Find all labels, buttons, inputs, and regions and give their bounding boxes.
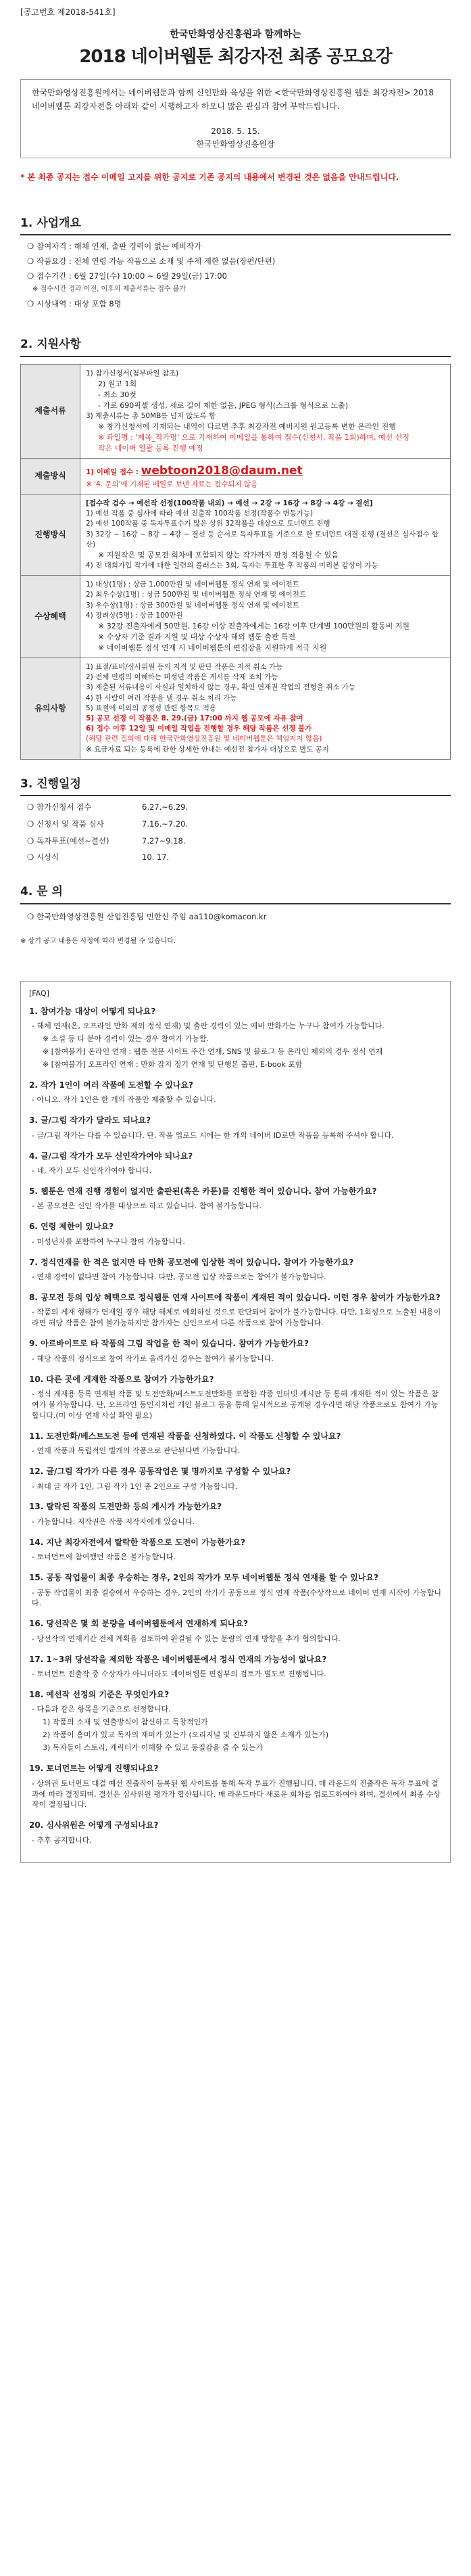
list-item: ※ 지원작은 및 공모전 회차에 포함되지 않는 작가까지 판정 적용될 수 있음 (98, 551, 339, 559)
faq-item (29, 1572, 442, 1609)
schedule-label: ❍ 시상식 (27, 852, 142, 863)
list-item: ※ 네이버웹툰 정식 연재 시 네이버웹툰의 편집장을 지원하게 적극 지원 (98, 643, 327, 652)
faq-question: 2. 작가 1인이 여러 작품에 도전할 수 있나요? (29, 1080, 193, 1090)
faq-item (29, 1186, 442, 1212)
faq-question: 12. 글/그림 작가가 다른 경우 공동작업은 몇 명까지로 구성할 수 있나요? (29, 1467, 291, 1477)
list-item: 1) 예선 작품 중 심사에 따라 예선 진출작 100작품 선정(작품수 변동가능) (86, 509, 314, 518)
faq-item (29, 1618, 442, 1644)
intro-date: 2018. 5. 15. (211, 126, 260, 136)
list-item: 1) 표절/표비/심사위원 등의 지적 및 판단 작품은 지적 취소 가능 (86, 662, 283, 671)
faq-question: 1. 참여가능 대상이 어떻게 되나요? (29, 1006, 156, 1016)
table-row (21, 494, 451, 575)
list-item: - 최소 30컷 (98, 390, 137, 400)
list-item: 4) 진 대회가입 작가에 대한 일련의 플러스는 3회, 독자는 투표한 후 작품의 미리본 감상이 가능 (86, 561, 378, 570)
row-label: 제출방식 (21, 459, 80, 495)
faq-question: 14. 지난 최강자전에서 탈락한 작품으로 도전이 가능한가요? (29, 1537, 245, 1547)
faq-answer-line: - 토너먼트에 참여했던 작품은 불가능합니다. (32, 1552, 176, 1562)
faq-answer-line: - 작품의 게재 형태가 연재일 경우 해당 해체로 예외하신 것으로 판단되어 참여가 불가능합니다. 다만, 1회성으로 노출된 내용이라면 해당 작품은 참여 불가능하지만 참가자는 신인으로서 다른 작품으로 참여 가능합니다. (32, 1308, 441, 1328)
faq-answer-line: - 해당 작품의 정식으로 참여 작가로 올려가신 경우는 참여가 불가능합니다. (32, 1354, 274, 1363)
faq-item (29, 1115, 442, 1141)
list-item: 2) 최우수상(1명) : 상금 500만원 및 네이버웹툰 정식 연재 및 에이전트 (86, 591, 307, 599)
row-content (80, 364, 451, 458)
email-prefix: 1) 이메일 접수 : (86, 468, 141, 477)
list-item: (해당 관련 질의에 대해 한국만화영상진흥원 및 네이버웹툰은 책임지지 않음) (86, 735, 322, 743)
overview-item: ❍ 참여자격 : 해체 연재, 출판 경력이 없는 예비작가 (27, 241, 451, 252)
faq-answer-line: - 미성년자를 포함하여 누구나 참여 가능합니다. (32, 1237, 185, 1246)
overview-item: ❍ 접수기간 : 6월 27일(수) 10:00 ~ 6월 29일(금) 17:00 (27, 271, 451, 282)
faq-answer (32, 1166, 442, 1176)
footnote: ※ 상기 공고 내용은 사정에 따라 변경될 수 있습니다. (20, 938, 176, 946)
faq-item (29, 1654, 442, 1680)
faq-answer-line: - 당선작의 연재기간 전체 계획을 검토하여 완결될 수 있는 분량의 연재 방향을 추가 협의합니다. (32, 1634, 341, 1643)
faq-item (29, 1820, 442, 1845)
list-item: 3) 우수상(1명) : 상금 300만원 및 네이버웹툰 정식 연재 및 에이전트 (86, 601, 299, 610)
faq-question: 19. 토너먼트는 어떻게 진행되나요? (29, 1764, 159, 1774)
faq-answer-line: 2) 작품이 흥미가 있고 독자의 재미가 있는가 (오리지널 및 진부하지 않은 소재가 있는가) (43, 1730, 329, 1740)
faq-answer (32, 1704, 442, 1753)
faq-item (29, 1501, 442, 1527)
list-item: ※ 파일명 : '제목_작가명' 으로 기재하여 이메일을 통하여 접수(신청서, 작품 1회)하며, 예선 선정 (98, 433, 410, 442)
row-content (80, 658, 451, 759)
faq-answer (32, 1021, 442, 1070)
faq-box (20, 981, 451, 1863)
faq-question: 15. 공동 작업물이 최종 우승하는 경우, 2인의 작가가 모두 네이버웹툰 정식 연재를 할 수 있나요? (29, 1573, 378, 1583)
faq-answer (32, 1201, 442, 1212)
section-divider (20, 903, 451, 904)
faq-item (29, 1763, 442, 1810)
list-item: 1) 참가신청서(첨부파일 참조) (86, 369, 179, 377)
list-item: 작은 네이버 일괄 등록 진행 예정 (98, 444, 203, 453)
faq-answer-line: 1) 작품의 소재 및 연출방식이 참신하고 독창적인가 (43, 1718, 208, 1727)
row-label: 진행방식 (21, 494, 80, 575)
row-label: 수상혜택 (21, 576, 80, 658)
faq-question: 17. 1~3위 당선작을 제외한 작품은 네이버웹툰에서 정식 연재의 가능성이 없나요? (29, 1654, 327, 1664)
faq-answer (32, 1552, 442, 1563)
faq-item (29, 1292, 442, 1329)
faq-question: 20. 심사위원은 어떻게 구성되나요? (29, 1820, 159, 1831)
list-item: 5) 표절에 이외의 공정성 관련 항목도 적용 (86, 704, 217, 712)
faq-item (29, 1466, 442, 1492)
section-overview-title: 1. 사업개요 (20, 216, 81, 230)
faq-question: 16. 당선작은 몇 회 분량을 네이버웹툰에서 연재하게 되나요? (29, 1619, 249, 1629)
table-row (21, 459, 451, 495)
schedule-date: 7.27~9.18. (142, 835, 186, 846)
faq-answer-line: ※ 소설 등 타 분야 경력이 있는 경우 참여가 가능함. (43, 1034, 209, 1044)
faq-answer-line: - 연재 경력이 없다면 참여 가능합니다. 다만, 공모전 입상 작품으로는 참여가 불가능합니다. (32, 1272, 326, 1282)
faq-answer (32, 1634, 442, 1644)
overview-subnote: ※ 접수시간 경과 이전, 이후의 제출서류는 접수 불가 (32, 285, 187, 294)
faq-answer-line: ※ [참여불가] 온라인 연재 : 웹툰 전문 사이트 주간 연재, SNS 및 블로그 등 온라인 제외의 경우 정식 연재 (43, 1047, 383, 1057)
faq-answer-line: - 연재 작품과 독립적인 별개의 작품으로 판단된다면 가능합니다. (32, 1446, 241, 1456)
faq-item (29, 1080, 442, 1105)
faq-answer (32, 1517, 442, 1527)
faq-answer-line: - 네, 작가 모두 신인작가여야 합니다. (32, 1166, 152, 1176)
intro-box (20, 79, 451, 158)
row-content (80, 459, 451, 495)
faq-list (29, 1006, 442, 1846)
overview-item: ❍ 작품요강 : 전체 연령 가능 작품으로 소재 및 주제 제한 없음(장편/단편) (27, 256, 451, 267)
faq-answer-line: - 본 공모전은 신인 작가를 대상으로 하고 있습니다. 참여 불가능합니다. (32, 1201, 262, 1211)
list-item: ※ 참가신청서에 기재되는 내역이 다르면 추후 최강자전 예비지원 원고등록 변한 온라인 진행 (98, 422, 396, 432)
faq-question: 7. 정식연재를 한 적은 없지만 타 만화 공모전에 입상한 적이 있습니다. 참여가 가능한가요? (29, 1257, 354, 1267)
faq-answer (32, 1588, 442, 1609)
row-content (80, 576, 451, 658)
faq-answer (32, 1307, 442, 1329)
section-divider (20, 356, 451, 357)
faq-question: 5. 웹툰은 연재 진행 경험이 없지만 출판된(혹은 카툰)를 진행한 적이 있습니다. 참여 가능한가요? (29, 1187, 377, 1197)
faq-question: 9. 아르바이트로 타 작품의 그림 작업을 한 적이 있습니다. 참여가 가능한가요? (29, 1339, 309, 1349)
table-row (21, 364, 451, 458)
schedule-date: 10. 17. (142, 852, 170, 862)
faq-answer-line: ※ [참여불가] 오프라인 연재 : 만화 잡지 정기 연재 및 단행본 출판, E-book 포함 (43, 1060, 303, 1070)
faq-answer-line: - 공동 작업물이 최종 결승에서 우승하는 경우, 2인의 작가가 공동으로 정식 연재 작품(수상작으로 네이버 연재 시작이 가능합니다. (32, 1588, 441, 1608)
submission-warning: ※ '4. 문의'에 기재된 메일로 보낸 자료는 접수되지 않음 (86, 480, 258, 488)
faq-answer-line: - 해체 연재(온, 오프라인 만화 제외 정식 연재) 및 출판 경력이 있는 예비 만화가는 누구나 참여가 가능합니다. (32, 1021, 385, 1031)
faq-question: 6. 연령 제한이 있나요? (29, 1222, 114, 1232)
faq-question: 4. 글/그림 작가가 모두 신인작가여야 되나요? (29, 1151, 193, 1161)
list-item: - 가로 690픽셀 생성, 세로 길이 제한 없음, JPEG 형식(스크롤 형식으로 노출) (98, 401, 349, 411)
faq-answer (32, 1354, 442, 1364)
notice-number: [공고번호 제2018-541호] (20, 7, 116, 17)
faq-item (29, 1338, 442, 1364)
list-item: 2) 전체 연령의 이해하는 미성년 작품은 게시를 삭제 조치 가능 (86, 673, 278, 682)
faq-answer (32, 1835, 442, 1846)
list-item: 3) 32강 ~ 16강 ~ 8강 ~ 4강 ~ 결선 등 순서로 독자투표를 기준으로 한 토너먼트 대결 진행 (결선은 심사점수 합산) (86, 530, 439, 549)
list-item: 2) 예선 100작품 중 독자투표수가 많은 상위 32작품을 대상으로 토너먼트 진행 (86, 520, 330, 528)
faq-item (29, 1689, 442, 1753)
list-item: 2) 원고 1회 (98, 380, 137, 389)
faq-answer-line: 3) 독자들이 스토리, 캐릭터가 이해할 수 있고 동질감을 줄 수 있는가 (43, 1743, 264, 1753)
faq-header: [FAQ] (29, 988, 49, 998)
faq-answer (32, 1130, 442, 1141)
faq-answer (32, 1669, 442, 1680)
faq-item (29, 1537, 442, 1563)
faq-item (29, 1257, 442, 1283)
faq-item (29, 1151, 442, 1176)
faq-answer (32, 1481, 442, 1492)
list-item: 1) 대상(1명) : 상금 1,000만원 및 네이버웹툰 정식 연재 및 에이전트 (86, 580, 299, 589)
faq-answer-line: - 다음과 같은 항목을 기준으로 선정합니다. (32, 1705, 171, 1714)
section-support-title: 2. 지원사항 (20, 338, 81, 352)
table-row (21, 658, 451, 759)
list-item: ※ 수상자 기준 결과 지원 및 대상 수상자 해외 웹툰 출판 특전 (98, 632, 296, 641)
section-contact-title: 4. 문 의 (20, 885, 63, 899)
faq-question: 8. 공모전 등의 입상 혜택으로 정식웹툰 연재 사이트에 작품이 게재된 적이 있습니다. 이런 경우 참여가 가능한가요? (29, 1293, 441, 1302)
list-item: 6) 접수 이후 12일 및 이메일 작업을 진행할 경우 해당 작품은 선정 불가 (86, 724, 312, 733)
section-divider (20, 795, 451, 796)
faq-item (29, 1006, 442, 1070)
list-item: ※ 32강 진출자에게 50만원, 16강 이상 진출자에게는 16강 이후 단계별 100만원의 활동비 지원 (98, 622, 410, 631)
organizer-line: 한국만화영상진흥원과 함께하는 (170, 29, 301, 41)
row-label: 제출서류 (21, 364, 80, 458)
faq-answer (32, 1778, 442, 1811)
list-item: 4) 한 사람이 여러 작품을 낼 경우 취소 처리 가능 (86, 693, 237, 702)
list-item: 3) 제출된 서류내용이 사실과 일치하지 않는 경우, 확인 연재권 작업의 전형을 취소 가능 (86, 683, 356, 692)
faq-answer-line: - 가능합니다. 저작권은 작품 저작자에게 있습니다. (32, 1517, 195, 1526)
faq-answer-line: - 토너먼트 진출작 중 수상자가 아니더라도 네이버웹툰 편집부의 검토가 별도로 진행됩니다. (32, 1670, 326, 1679)
faq-answer (32, 1237, 442, 1247)
intro-text: 한국만화영상진흥원에서는 네이버웹툰과 함께 신인만화 육성을 위한 <한국만화영상진흥원 웹툰 최강자전> 2018 네이버웹툰 최강자전을 아래와 같이 시행하고자 하오니 많은 관심과 참여 부탁드립니다. (32, 88, 435, 111)
faq-answer-line: - 최대 글 작가 1인, 그림 작가 1인 총 2인으로 구성 가능합니다. (32, 1481, 238, 1491)
overview-item: ❍ 시상내역 : 대상 포함 8명 (27, 298, 451, 310)
faq-answer-line: - 아니오. 작가 1인은 한 개의 작품만 제출할 수 있습니다. (32, 1095, 216, 1105)
schedule-date: 6.27.~6.29. (142, 802, 189, 812)
list-item: ※ 요금자료 되는 등록에 관한 상세한 안내는 예선전 참가자 대상으로 별도 공지 (86, 745, 329, 754)
faq-item (29, 1374, 442, 1421)
row-label: 유의사항 (21, 658, 80, 759)
faq-answer-line: - 상위권 토너먼트 대결 예선 진출작이 등록된 웹 사이트를 통해 독자 투표가 진행됩니다. 매 라운드의 진출작은 독자 투표에 결과에 따라 결정되며, 결선은 심사위원 평가가 합산됩니다. 매 라운드마다 새로운 회차를 업로드하여야 하며, 결선에서 최종 수상작이 결정됩니다. (32, 1778, 441, 1810)
intro-signer: 한국만화영상진흥원장 (196, 139, 275, 149)
faq-answer (32, 1446, 442, 1456)
schedule-row (27, 819, 451, 830)
schedule-list (27, 802, 451, 863)
faq-answer-line: - 추후 공지합니다. (32, 1835, 92, 1845)
faq-question: 11. 도전만화/베스트도전 등에 연재된 작품을 신청하였다. 이 작품도 신청할 수 있나요? (29, 1431, 341, 1441)
faq-item (29, 1221, 442, 1247)
schedule-label: ❍ 신청서 및 작품 심사 (27, 819, 142, 830)
faq-question: 13. 탈락된 작품의 도전만화 등의 게시가 가능한가요? (29, 1502, 222, 1512)
submission-email-link[interactable]: webtoon2018@daum.net (141, 464, 303, 478)
faq-question: 18. 예선작 선정의 기준은 무엇인가요? (29, 1690, 170, 1700)
row-content (80, 494, 451, 575)
change-notice: * 본 최종 공지는 접수 이메일 고지를 위한 공지로 기존 공지의 내용에서 변경된 것은 없음을 안내드립니다. (20, 172, 399, 183)
section-divider (20, 234, 451, 235)
faq-answer-line: - 글/그림 작가는 다를 수 있습니다. 단, 작품 업로드 시에는 한 개의 네이버 ID로만 작품을 등록해 주셔야 합니다. (32, 1130, 394, 1140)
list-item: 4) 장려상(5명) : 상금 100만원 (86, 611, 183, 620)
faq-question: 10. 다른 곳에 게재한 작품으로 참여가 가능한가요? (29, 1374, 214, 1384)
page-title: 2018 네이버웹툰 최강자전 최종 공모요강 (79, 46, 392, 67)
list-item: 3) 제출서류는 총 50MB를 넘지 않도록 함 (86, 412, 216, 421)
section-schedule-title: 3. 진행일정 (20, 777, 81, 791)
schedule-label: ❍ 독자투표(예선~결선) (27, 835, 142, 847)
table-row (21, 576, 451, 658)
support-table (20, 364, 451, 760)
schedule-row (27, 852, 451, 863)
schedule-date: 7.16.~7.20. (142, 819, 189, 829)
faq-answer (32, 1095, 442, 1105)
schedule-row (27, 802, 451, 813)
schedule-row (27, 835, 451, 847)
schedule-label: ❍ 참가신청서 접수 (27, 802, 142, 813)
faq-answer (32, 1272, 442, 1283)
list-item: 5) 공모 선정 이 작품은 8. 29.(금) 17:00 까지 웹 공모에 자유 참여 (86, 714, 303, 722)
faq-question: 3. 글/그림 작가가 달라도 되나요? (29, 1116, 151, 1126)
faq-item (29, 1431, 442, 1456)
faq-answer-line: - 정식 게재용 등록 연재된 작품 및 도전만화/베스트도전만화를 포함한 각종 인터넷 게시판 등 통해 개재한 적이 있는 작품은 참여가 불가능합니다. 단, 오프라인 동인지처럼 개인 블로그 등을 통해 일시적으로 공개된 경우라면 해당 작품으로도 참여가 가능합니다.(미 이상 연재 사실 확인 필요) (32, 1389, 439, 1420)
faq-answer (32, 1389, 442, 1421)
process-flow: [접수작 검수 → 예선작 선정(100작품 내외) → 예선 → 2강 → 16강 → 8강 → 4강 → 결선] (86, 499, 373, 507)
contact-info: ❍ 한국만화영상진흥원 산업진흥팀 민한신 주임 aa110@komacon.kr (27, 911, 451, 923)
